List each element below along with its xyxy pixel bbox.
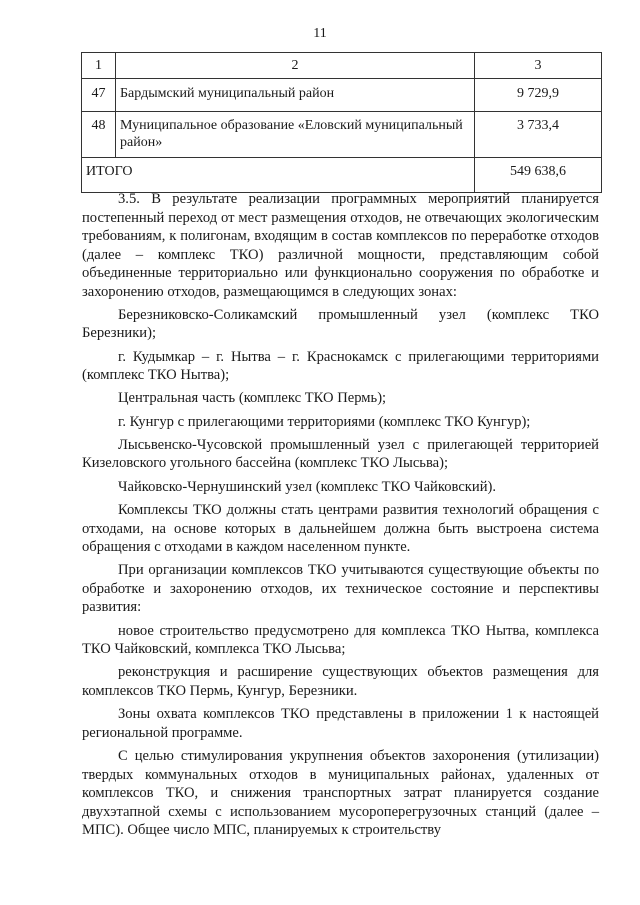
paragraph: новое строительство предусмотрено для комплекса ТКО Нытва, комплекса ТКО Чайковский, комплекса ТКО Лысьва;	[82, 622, 599, 658]
paragraph: Зоны охвата комплексов ТКО представлены в приложении 1 к настоящей региональной программе.	[82, 706, 599, 741]
row-number: 47	[82, 79, 116, 112]
total-value: 549 638,6	[475, 158, 602, 193]
row-value: 9 729,9	[475, 79, 602, 112]
paragraph: С целью стимулирования укрупнения объектов захоронения (утилизации) твердых коммунальных отходов в муниципальных районах, удаленных от комплексов ТКО, и снижения транспортных затрат планируется создание двухэтапной схемы с использованием мусороперегрузочных станций (далее – МПС). Общее число МПС, планируемых к строительству	[82, 748, 599, 839]
table-total-row	[82, 158, 602, 193]
row-name: Бардымский муниципальный район	[116, 79, 475, 112]
table-row	[82, 79, 602, 112]
paragraph: Лысьвенско-Чусовской промышленный узел с прилегающей территорией Кизеловского угольного бассейна (комплекс ТКО Лысьва);	[82, 436, 599, 472]
paragraph: 3.5. В результате реализации программных мероприятий планируется постепенный переход от мест размещения отходов, не отвечающих экологическим требованиям, к полигонам, входящим в состав комплексов по переработке отходов (далее – комплекс ТКО) различной мощности, представляющим собой объединенные территориально или функционально сооружения по обработке и захоронению отходов, размещающимся в следующих зонах:	[82, 191, 599, 300]
data-table	[81, 52, 602, 193]
paragraph: Березниковско-Соликамский промышленный узел (комплекс ТКО Березники);	[82, 306, 599, 342]
paragraph: г. Кудымкар – г. Нытва – г. Краснокамск с прилегающими территориями (комплекс ТКО Нытва);	[82, 348, 599, 384]
paragraph: реконструкция и расширение существующих объектов размещения для комплексов ТКО Пермь, Кунгур, Березники.	[82, 664, 599, 699]
paragraph: Комплексы ТКО должны стать центрами развития технологий обращения с отходами, на основе которых в дальнейшем должна быть выстроена система обращения с отходами в каждом населенном пункте.	[82, 502, 599, 556]
body-text	[82, 190, 599, 844]
table-header-cell: 2	[116, 53, 475, 79]
paragraph: Чайковско-Чернушинский узел (комплекс ТКО Чайковский).	[118, 478, 497, 495]
table-header-cell: 3	[475, 53, 602, 79]
row-value: 3 733,4	[475, 112, 602, 158]
page-number: 11	[313, 26, 327, 41]
table-row	[82, 112, 602, 158]
paragraph: г. Кунгур с прилегающими территориями (комплекс ТКО Кунгур);	[118, 413, 531, 430]
row-number: 48	[82, 112, 116, 158]
paragraph: Центральная часть (комплекс ТКО Пермь);	[118, 390, 387, 407]
paragraph: При организации комплексов ТКО учитываются существующие объекты по обработке и захоронению отходов, их техническое состояние и перспективы развития:	[82, 562, 599, 616]
row-name: Муниципальное образование «Еловский муниципальный район»	[116, 112, 475, 158]
total-label: ИТОГО	[82, 158, 475, 193]
table-header-cell: 1	[82, 53, 116, 79]
table-header-row	[82, 53, 602, 79]
